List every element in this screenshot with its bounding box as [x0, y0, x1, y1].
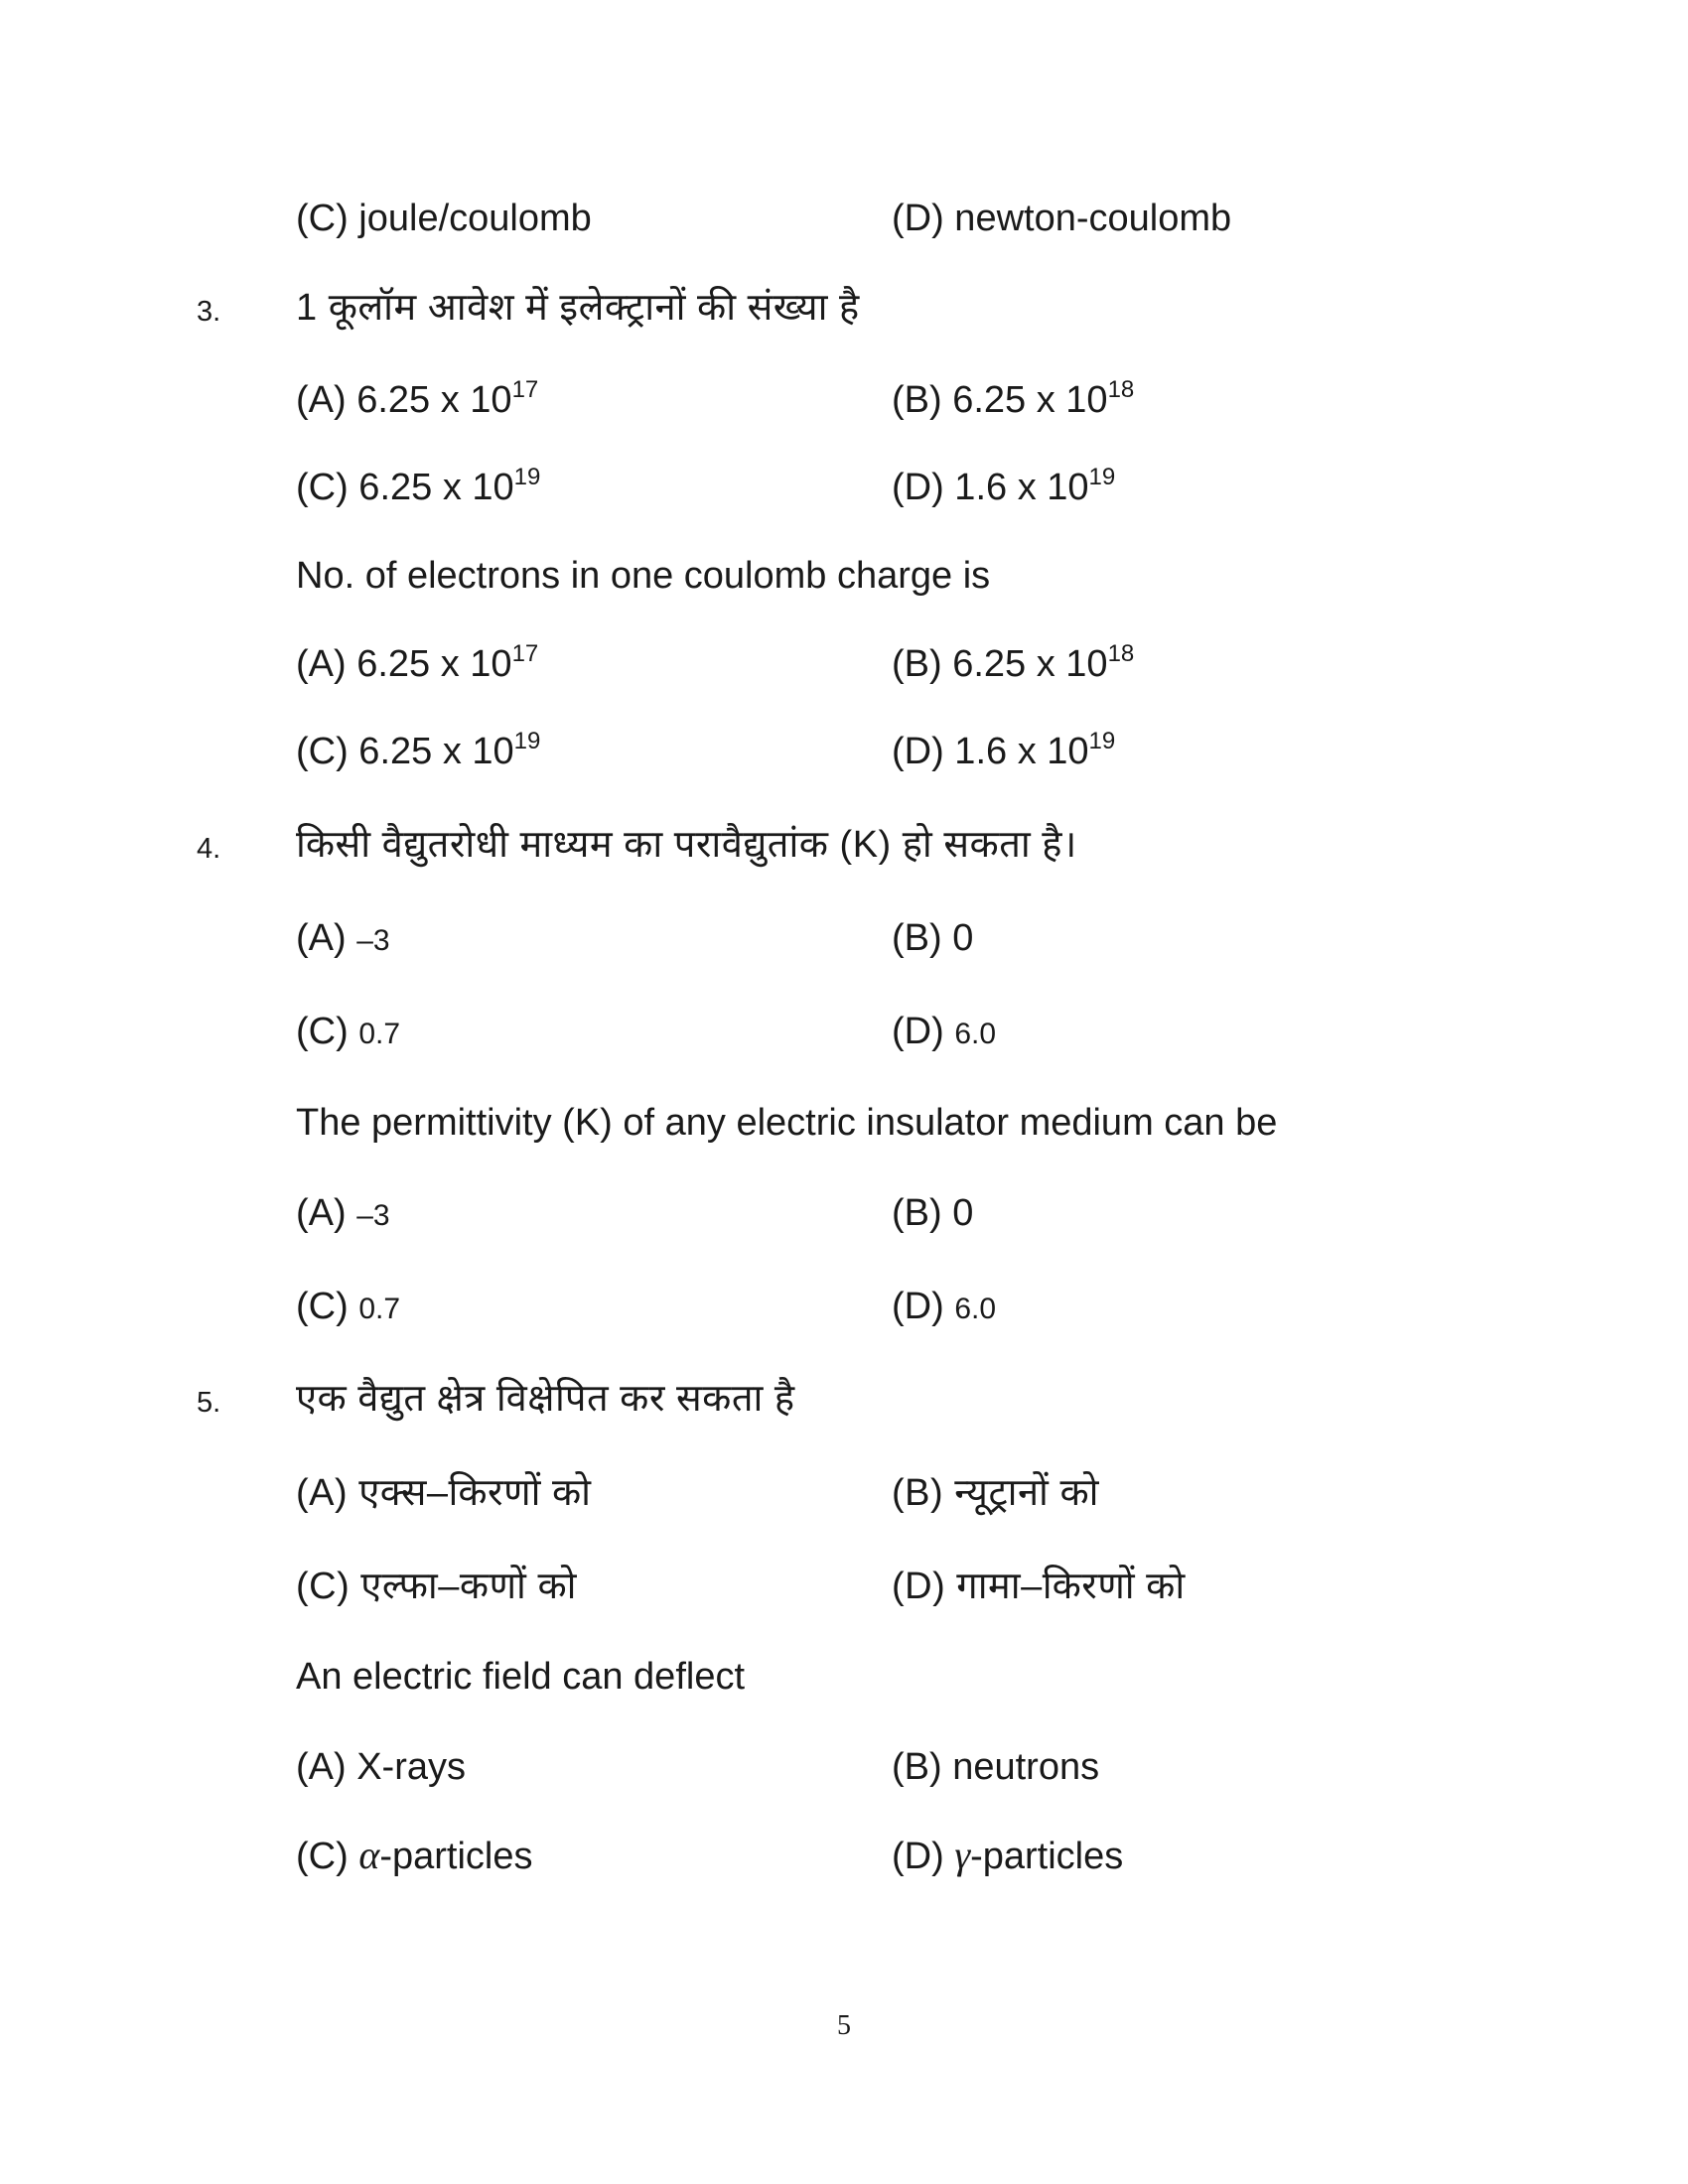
q4-hi-option-c: (C) 0.7	[296, 1011, 401, 1052]
q3-hi-option-d: (D) 1.6 x $10^{19}$	[892, 464, 1116, 508]
q3-en-option-a: (A) 6.25 x $10^{17}$	[296, 640, 539, 685]
q3-hindi-stem: 1 कूलॉम आवेश में इलेक्ट्रानों की संख्या है	[296, 287, 860, 329]
q5-english-stem: An electric field can deflect	[296, 1656, 746, 1698]
alpha-symbol: α	[358, 1833, 380, 1877]
q3-en-option-c: (C) 6.25 x $10^{19}$	[296, 728, 541, 772]
q4-number: 4.	[197, 833, 221, 865]
gamma-symbol: γ	[954, 1833, 971, 1877]
q4-en-option-d: (D) 6.0	[892, 1286, 997, 1327]
q4-hindi-stem: किसी वैद्युतरोधी माध्यम का परावैद्युतांक (K) हो सकता है।	[296, 824, 1077, 866]
q3-hi-option-a: (A) 6.25 x $10^{17}$	[296, 376, 539, 421]
q4-en-option-a: (A) –3	[296, 1192, 390, 1234]
q2-option-d: (D) newton-coulomb	[892, 198, 1232, 239]
q5-hi-option-b: (B) न्यूट्रानों को	[892, 1472, 1099, 1514]
q5-hi-option-a: (A) एक्स–किरणों को	[296, 1472, 592, 1514]
q4-hi-option-b: (B) 0	[892, 917, 974, 959]
q5-en-option-a: (A) X-rays	[296, 1746, 466, 1788]
q5-hindi-stem: एक वैद्युत क्षेत्र विक्षेपित कर सकता है	[296, 1378, 795, 1420]
q5-en-option-d: (D) γ-particles	[892, 1833, 1124, 1877]
q3-en-option-d: (D) 1.6 x $10^{19}$	[892, 728, 1116, 772]
page-number: 5	[837, 2010, 851, 2041]
q3-number: 3.	[197, 296, 221, 328]
q4-en-option-b: (B) 0	[892, 1192, 974, 1234]
q5-hi-option-c: (C) एल्फा–कणों को	[296, 1566, 577, 1607]
q2-option-c: (C) joule/coulomb	[296, 198, 592, 239]
q3-hi-option-b: (B) 6.25 x $10^{18}$	[892, 376, 1135, 421]
q5-hi-option-d: (D) गामा–किरणों को	[892, 1566, 1186, 1607]
q4-hi-option-d: (D) 6.0	[892, 1011, 997, 1052]
q4-en-option-c: (C) 0.7	[296, 1286, 401, 1327]
q4-hi-option-a: (A) –3	[296, 917, 390, 959]
q5-number: 5.	[197, 1387, 221, 1419]
q4-english-stem: The permittivity (K) of any electric insulator medium can be	[296, 1102, 1278, 1144]
q5-en-option-b: (B) neutrons	[892, 1746, 1100, 1788]
q3-en-option-b: (B) 6.25 x $10^{18}$	[892, 640, 1135, 685]
q3-english-stem: No. of electrons in one coulomb charge is	[296, 555, 991, 597]
q5-en-option-c: (C) α-particles	[296, 1833, 533, 1877]
q3-hi-option-c: (C) 6.25 x $10^{19}$	[296, 464, 541, 508]
